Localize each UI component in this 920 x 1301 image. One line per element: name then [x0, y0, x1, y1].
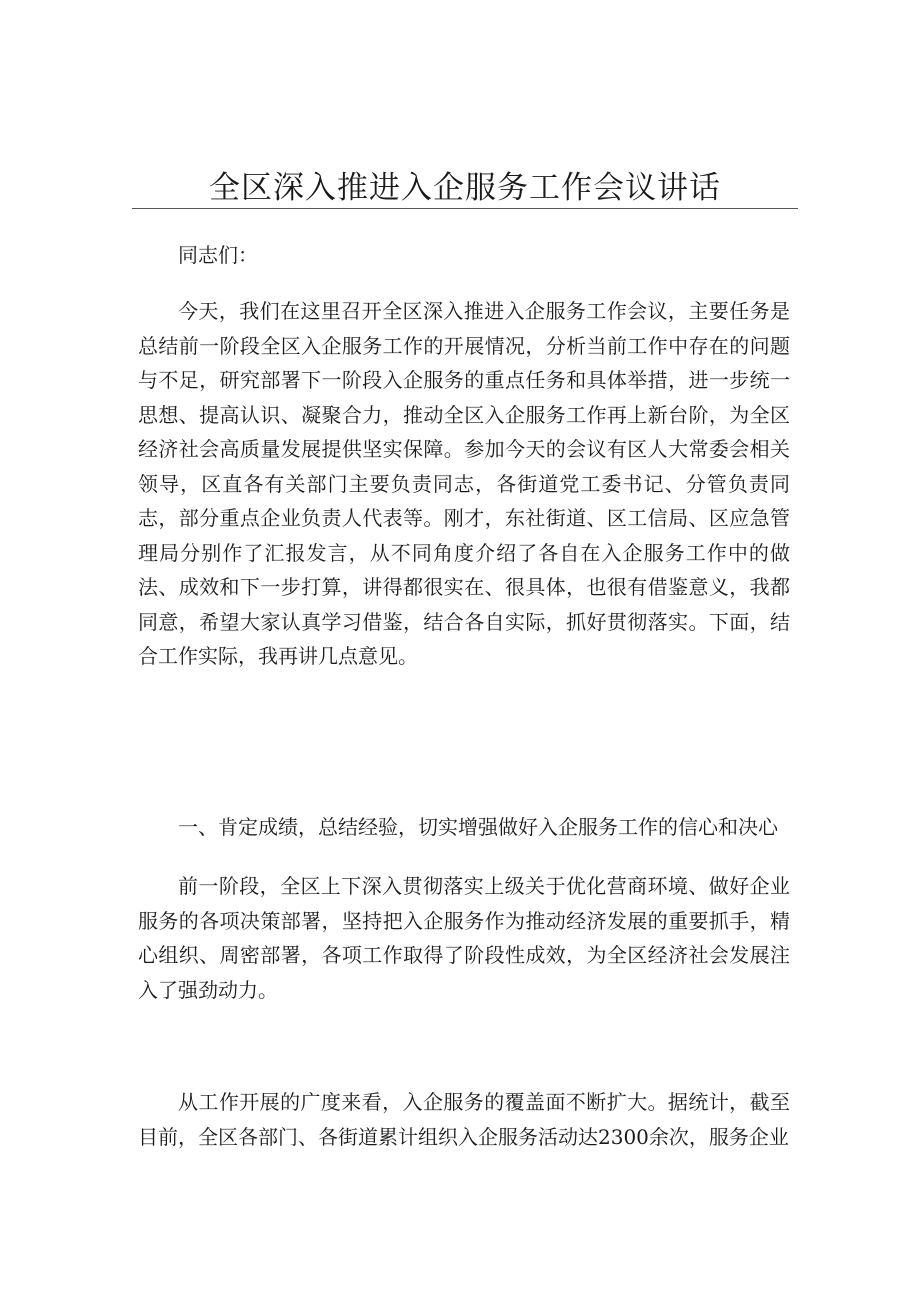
paragraph-achievements: 前一阶段，全区上下深入贯彻落实上级关于优化营商环境、做好企业服务的各项决策部署，坚持把入企服务作为推动经济发展的重要抓手，精心组织、周密部署，各项工作取得了阶段性成效，为全区经济社会发展注入了强劲动力。	[138, 874, 790, 1002]
paragraph-coverage: 从工作开展的广度来看，入企服务的覆盖面不断扩大。据统计，截至目前，全区各部门、各街道累计组织入企服务活动达2300余次，服务企业	[138, 1090, 790, 1149]
title-underline	[132, 208, 798, 209]
paragraph-opening: 今天，我们在这里召开全区深入推进入企服务工作会议，主要任务是总结前一阶段全区入企服务工作的开展情况，分析当前工作中存在的问题与不足，研究部署下一阶段入企服务的重点任务和具体举措，进一步统一思想、提高认识、凝聚合力，推动全区入企服务工作再上新台阶，为全区经济社会高质量发展提供坚实保障。参加今天的会议有区人大常委会相关领导，区直各有关部门主要负责同志，各街道党工委书记、分管负责同志，部分重点企业负责人代表等。刚才，东社街道、区工信局、区应急管理局分别作了汇报发言，从不同角度介绍了各自在入企服务工作中的做法、成效和下一步打算，讲得都很实在、很具体，也很有借鉴意义，我都同意，希望大家认真学习借鉴，结合各自实际，抓好贯彻落实。下面，结合工作实际，我再讲几点意见。	[138, 299, 790, 668]
document-title: 全区深入推进入企服务工作会议讲话	[209, 170, 721, 206]
greeting: 同志们：	[178, 243, 258, 267]
section-heading-1: 一、肯定成绩，总结经验，切实增强做好入企服务工作的信心和决心	[178, 815, 778, 839]
